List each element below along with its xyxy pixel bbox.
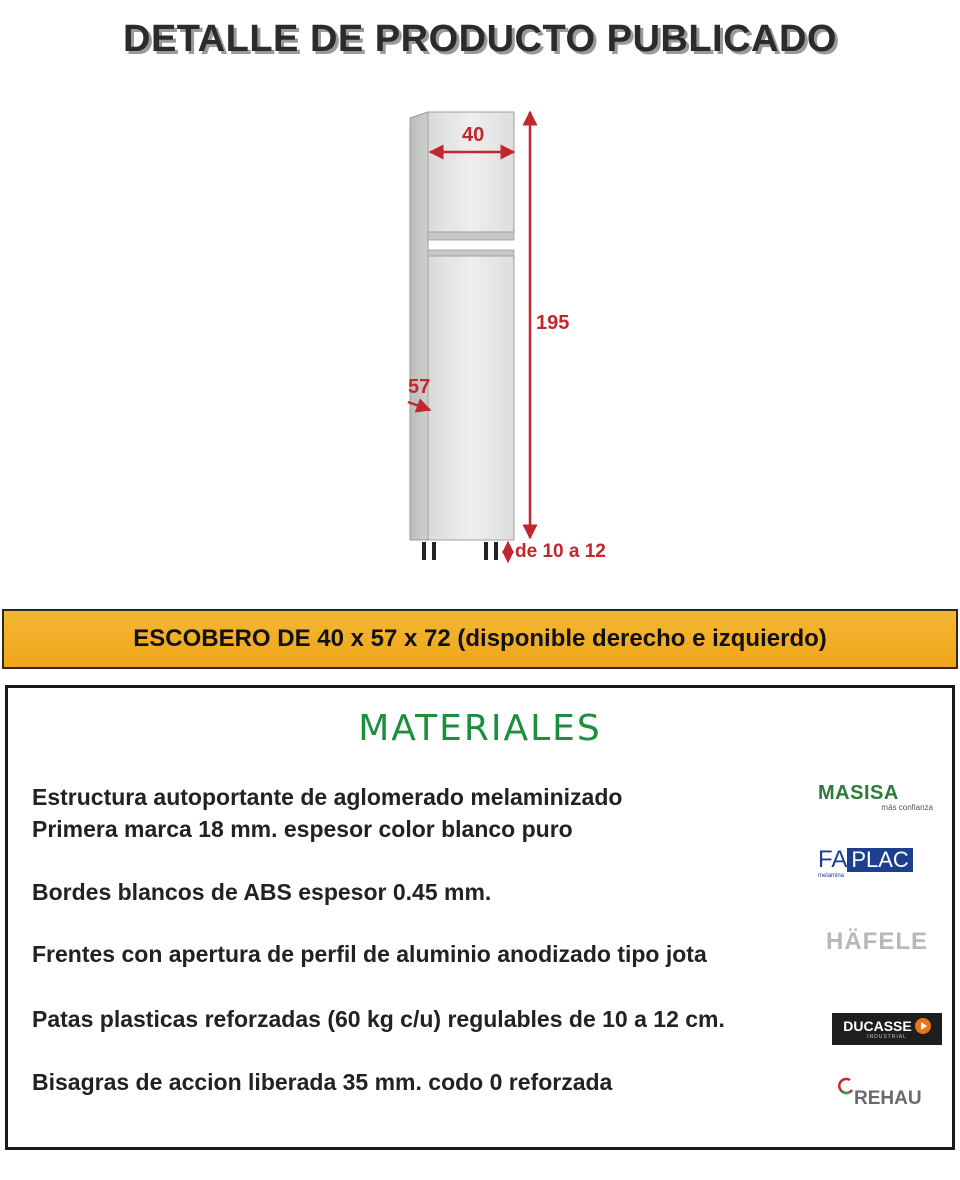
masisa-logo-tagline: más confianza	[881, 803, 933, 812]
depth-label: 57	[408, 376, 431, 398]
ducasse-logo-tagline: INDUSTRIAL	[867, 1034, 907, 1040]
cabinet-leg	[422, 542, 426, 560]
material-line-brand: Primera marca 18 mm. espesor color blanco puro	[32, 816, 573, 842]
cabinet-bottom-door	[428, 256, 514, 540]
cabinet-leg	[494, 542, 498, 560]
legs-height-label: de 10 a 12	[515, 541, 606, 562]
cabinet-leg	[484, 542, 488, 560]
rehau-swirl-icon	[836, 1076, 856, 1096]
faplac-logo-part2: PLAC	[847, 848, 912, 872]
product-banner	[2, 609, 958, 669]
cabinet-leg	[432, 542, 436, 560]
materials-section	[5, 685, 955, 1150]
material-line-structure: Estructura autoportante de aglomerado melaminizado	[32, 784, 623, 810]
cabinet-handle-profile-lower	[428, 250, 514, 256]
faplac-logo	[818, 848, 938, 882]
play-icon	[915, 1018, 931, 1034]
faplac-logo-tagline: melamina	[818, 873, 845, 879]
ducasse-logo-name: DUCASSE	[843, 1018, 912, 1034]
cabinet-side-panel	[408, 112, 431, 540]
cabinet-handle-profile	[428, 232, 514, 240]
masisa-logo-name: MASISA	[818, 782, 899, 804]
material-line-legs: Patas plasticas reforzadas (60 kg c/u) regulables de 10 a 12 cm.	[32, 1006, 725, 1032]
page-title: DETALLE DE PRODUCTO PUBLICADO	[123, 18, 837, 60]
cabinet-drawing	[380, 100, 680, 580]
ducasse-logo	[832, 1013, 942, 1045]
material-line-fronts: Frentes con apertura de perfil de aluminio anodizado tipo jota	[32, 941, 707, 967]
product-banner-text: ESCOBERO DE 40 x 57 x 72 (disponible derecho e izquierdo)	[133, 625, 827, 652]
material-line-hinges: Bisagras de accion liberada 35 mm. codo 0 reforzada	[32, 1069, 613, 1095]
faplac-logo-part1: FA	[818, 846, 848, 873]
cabinet-illustration	[380, 100, 680, 580]
height-label: 195	[536, 312, 570, 334]
masisa-logo	[818, 783, 933, 813]
width-label: 40	[462, 124, 485, 146]
rehau-logo-name: REHAU	[854, 1088, 922, 1109]
rehau-logo	[834, 1076, 934, 1112]
hafele-logo-name: HÄFELE	[826, 928, 928, 955]
materials-heading: MATERIALES	[358, 708, 602, 749]
hafele-logo	[826, 928, 941, 958]
material-line-edges: Bordes blancos de ABS espesor 0.45 mm.	[32, 879, 492, 905]
